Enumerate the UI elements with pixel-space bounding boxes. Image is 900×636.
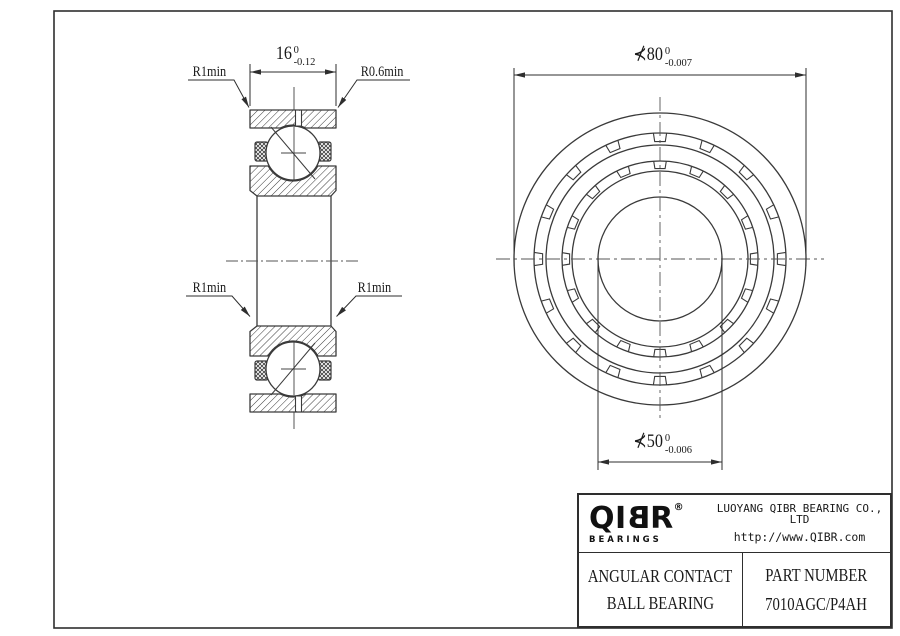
width-dim-lower-tol: -0.12 <box>293 56 316 68</box>
od-dim-value: ⊀80 <box>633 44 663 65</box>
logo-text: QIBR <box>589 500 674 536</box>
od-dimension-label <box>605 45 715 70</box>
logo-subtitle: BEARINGS <box>589 534 662 545</box>
front-view <box>496 97 824 421</box>
company-website: http://www.QIBR.com <box>733 530 866 545</box>
outer-ring-top-section <box>250 110 336 128</box>
company-name: LUOYANG QIBR BEARING CO., LTD <box>716 502 883 527</box>
outer-ring-bottom-section <box>250 394 336 412</box>
title-block-header-row <box>579 495 890 553</box>
title-block <box>577 493 892 628</box>
r1min-mid-right-label: R1min <box>357 280 392 296</box>
bore-dim-lower-tol: -0.006 <box>664 444 693 456</box>
width-dim-value: 16 <box>275 43 292 64</box>
part-number-label: PART NUMBER <box>765 565 868 585</box>
section-view <box>226 87 360 429</box>
width-dimension-label <box>252 44 336 69</box>
part-number-cell <box>742 553 890 627</box>
r06min-label: R0.6min <box>360 64 404 80</box>
product-line2: BALL BEARING <box>606 593 715 613</box>
bore-dim-upper-tol: 0 <box>664 433 671 444</box>
od-dim-upper-tol: 0 <box>664 46 671 57</box>
bore-dim-value: ⊀50 <box>633 431 663 452</box>
r1min-top-label: R1min <box>192 64 227 80</box>
od-dim-lower-tol: -0.007 <box>664 57 693 69</box>
bore-dimension-label <box>605 432 715 457</box>
product-description-cell <box>579 553 742 627</box>
logo-wordmark <box>589 500 709 536</box>
title-block-body-row <box>579 553 890 627</box>
width-dim-upper-tol: 0 <box>293 45 299 56</box>
company-logo <box>579 500 709 545</box>
part-number-value: 7010AGC/P4AH <box>765 594 868 614</box>
company-info <box>709 503 890 544</box>
product-line1: ANGULAR CONTACT <box>588 566 733 586</box>
registered-trademark-symbol: ® <box>673 501 684 513</box>
r1min-mid-left-label: R1min <box>192 280 227 296</box>
